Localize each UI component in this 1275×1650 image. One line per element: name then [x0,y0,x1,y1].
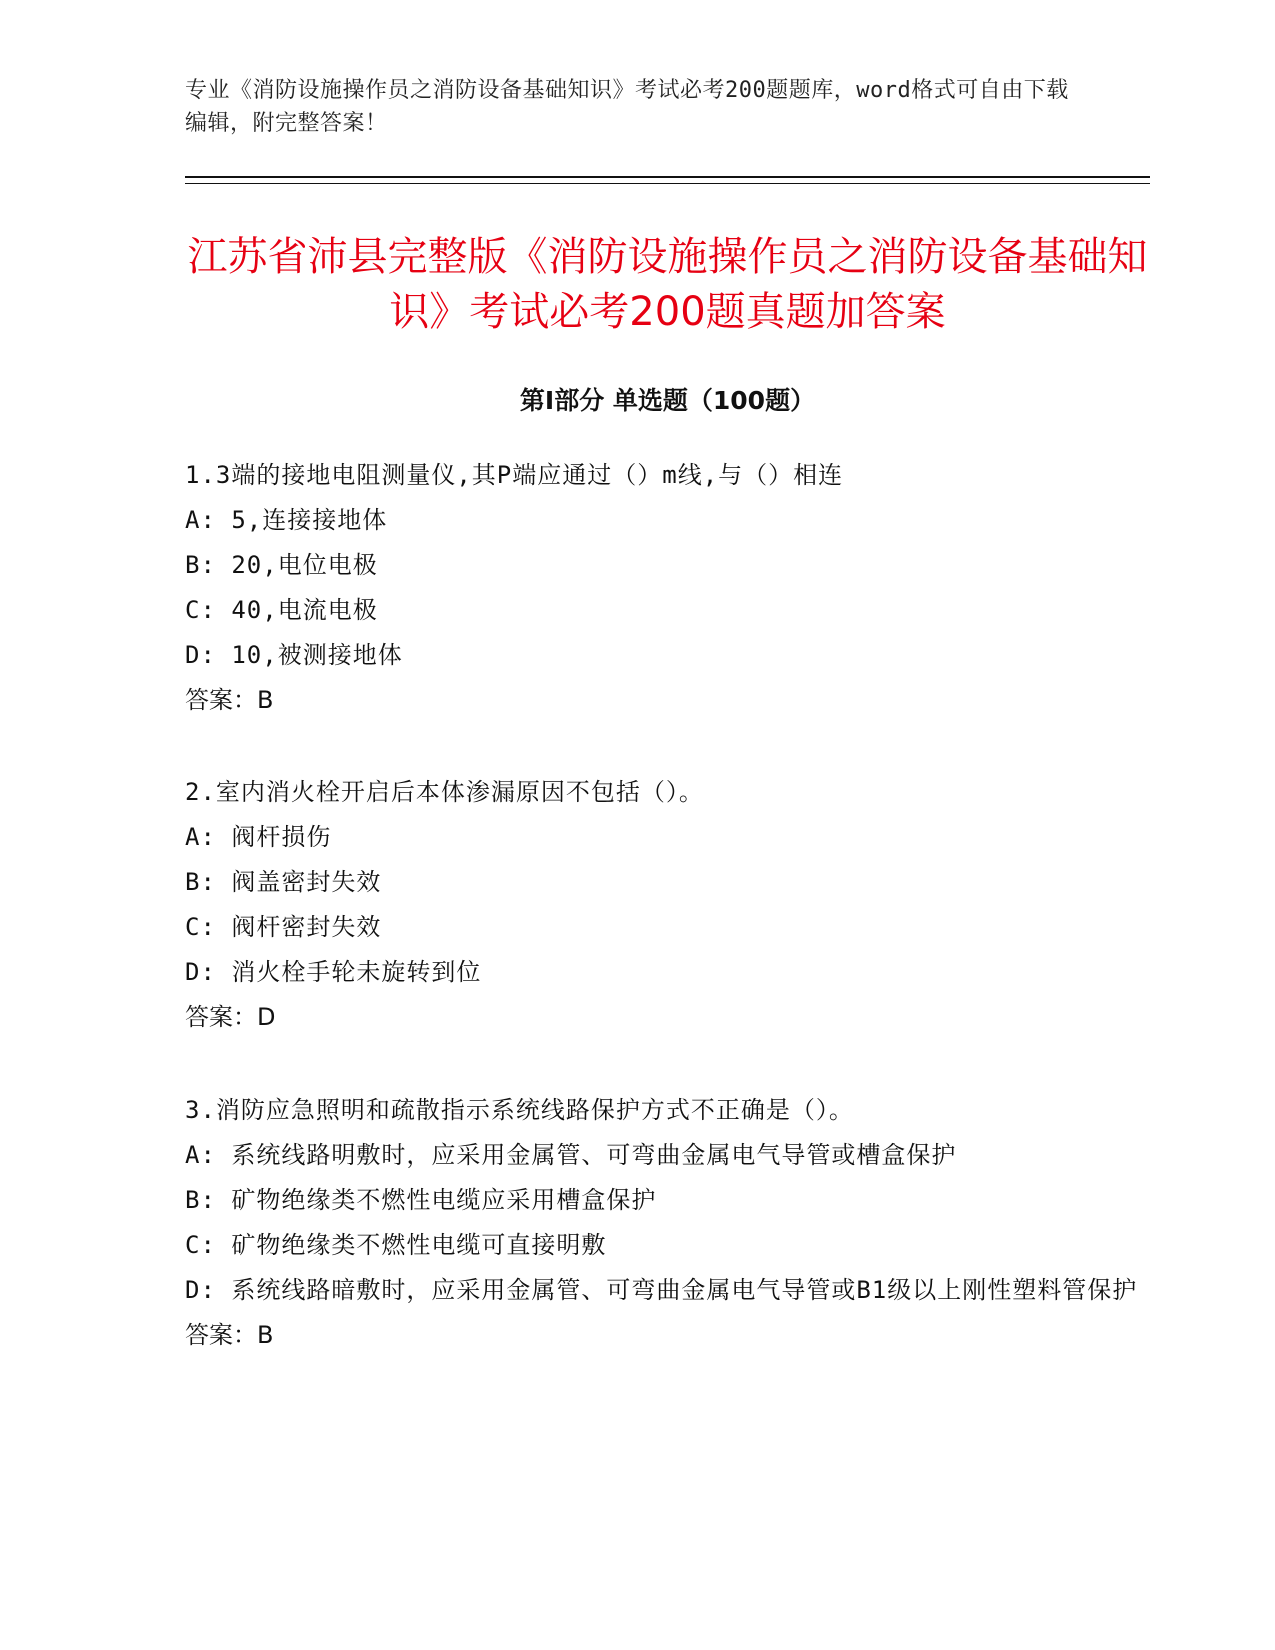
document-title: 江苏省沛县完整版《消防设施操作员之消防设备基础知识》考试必考200题真题加答案 [187,234,1148,335]
option-b [185,543,1150,588]
option-text: 矿物绝缘类不燃性电缆应采用槽盒保护 [231,1186,657,1214]
option-text: 20,电位电极 [231,551,378,579]
option-d [185,633,1150,678]
option-text: 10,被测接地体 [231,641,403,669]
header-note: 专业《消防设施操作员之消防设备基础知识》考试必考200题题库，word格式可自由下载编辑，附完整答案！ [185,78,1069,136]
option-text: 消火栓手轮未旋转到位 [231,958,482,986]
answer-line: 答案：B [185,686,274,714]
section-title: 第I部分 单选题（100题） [519,386,816,415]
option-key: C: [185,1231,216,1259]
option-b [185,1178,1150,1223]
option-key: B: [185,1186,216,1214]
option-key: A: [185,823,216,851]
option-d [185,1268,1150,1313]
option-text: 阀盖密封失效 [231,868,382,896]
option-text: 阀杆损伤 [231,823,332,851]
option-a [185,498,1150,543]
question-stem: 1.3端的接地电阻测量仪,其P端应通过（）m线,与（）相连 [185,461,844,489]
option-text: 系统线路暗敷时，应采用金属管、可弯曲金属电气导管或B1级以上刚性塑料管保护 [231,1276,1138,1304]
answer-line: 答案：B [185,1321,274,1349]
option-text: 40,电流电极 [231,596,378,624]
answer-line: 答案：D [185,1003,276,1031]
option-c [185,1223,1150,1268]
option-key: C: [185,913,216,941]
header-rule-thin [185,183,1150,184]
question-stem: 2.室内消火栓开启后本体渗漏原因不包括（）。 [185,778,704,806]
option-a [185,1133,1150,1178]
option-key: A: [185,506,216,534]
option-key: D: [185,1276,216,1304]
option-text: 5,连接接地体 [231,506,388,534]
option-c [185,588,1150,633]
option-a [185,815,1150,860]
question-3 [185,1088,1150,1358]
question-stem: 3.消防应急照明和疏散指示系统线路保护方式不正确是（）。 [185,1096,854,1124]
option-key: B: [185,868,216,896]
option-key: D: [185,641,216,669]
option-b [185,860,1150,905]
option-d [185,950,1150,995]
option-key: D: [185,958,216,986]
question-1 [185,453,1150,723]
option-c [185,905,1150,950]
question-2 [185,770,1150,1040]
option-key: C: [185,596,216,624]
option-text: 阀杆密封失效 [231,913,382,941]
header-rule-thick [185,176,1150,178]
option-key: B: [185,551,216,579]
option-key: A: [185,1141,216,1169]
option-text: 矿物绝缘类不燃性电缆可直接明敷 [231,1231,607,1259]
option-text: 系统线路明敷时，应采用金属管、可弯曲金属电气导管或槽盒保护 [231,1141,957,1169]
